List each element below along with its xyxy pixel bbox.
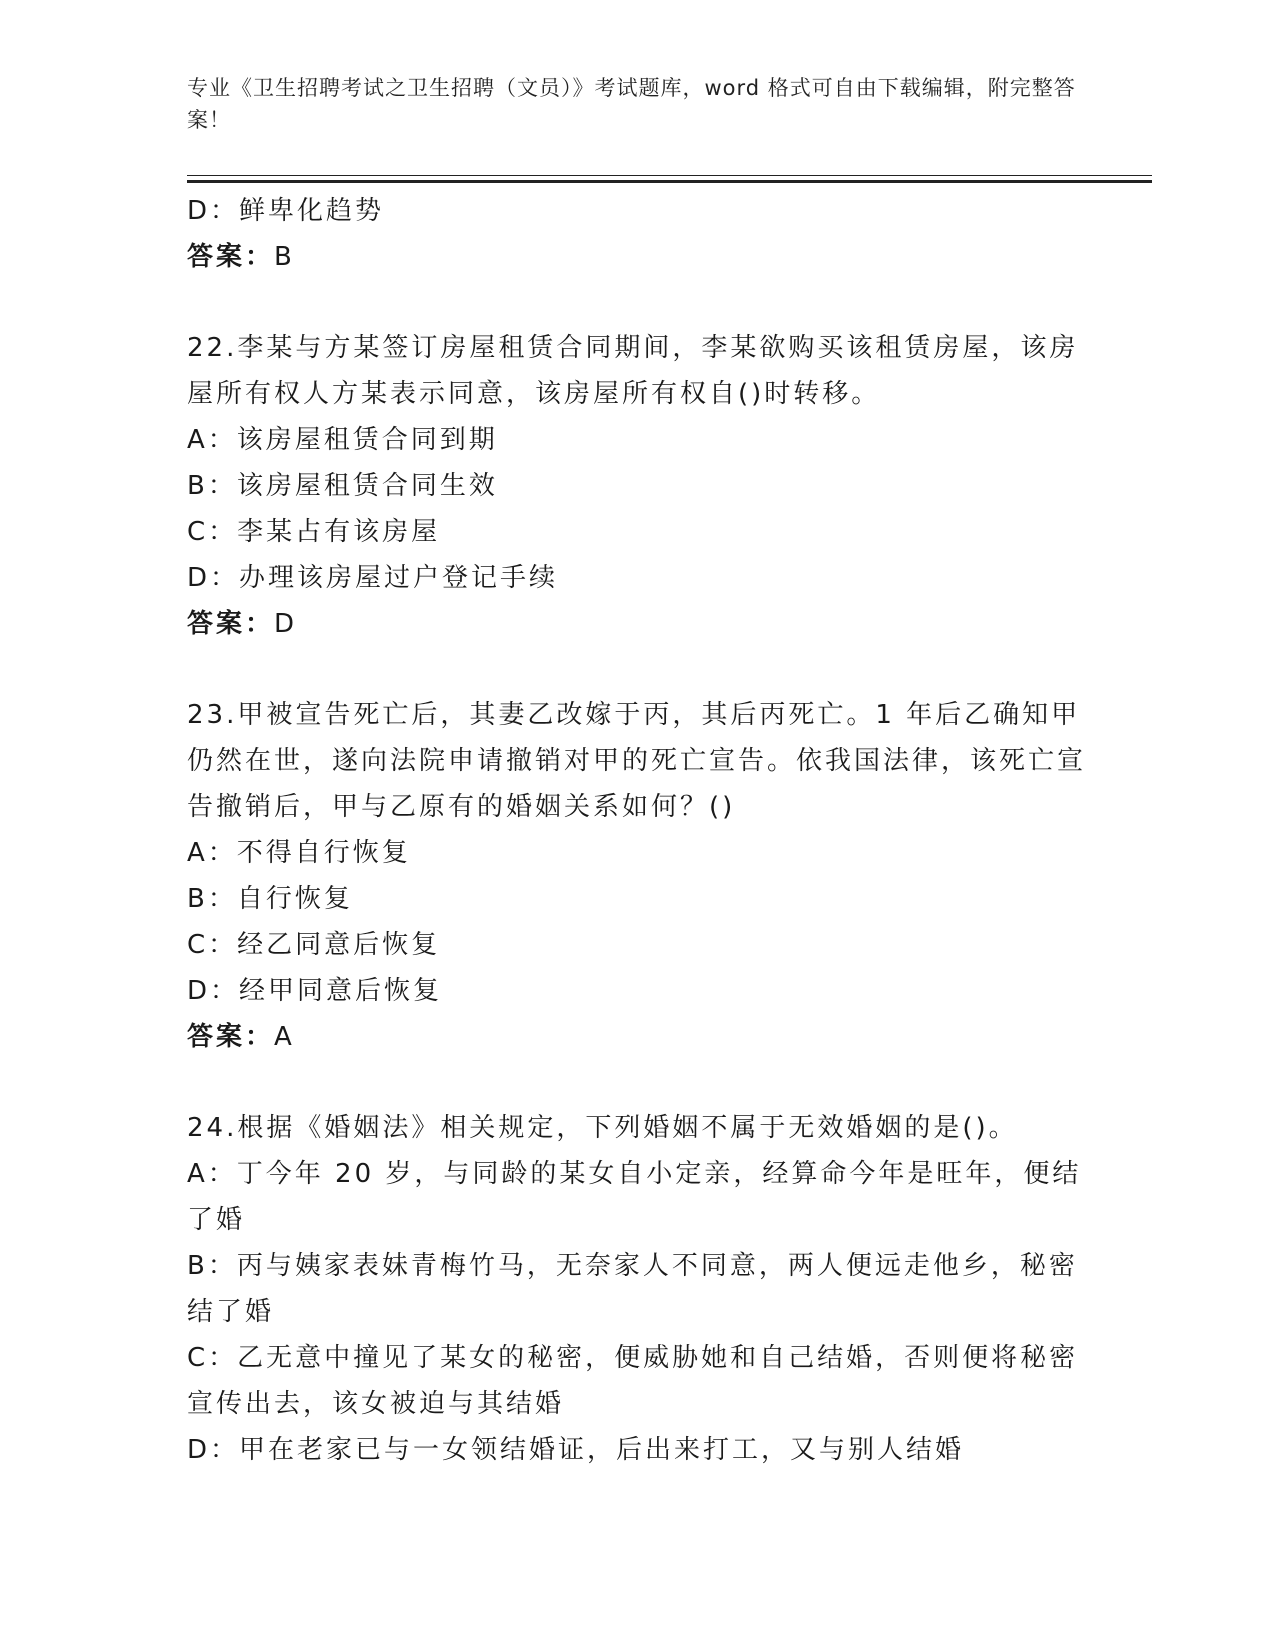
- option-a: A：不得自行恢复: [187, 838, 411, 868]
- option-c: C：李某占有该房屋: [187, 517, 441, 547]
- document-header: 专业《卫生招聘考试之卫生招聘（文员）》考试题库，word 格式可自由下载编辑，附完整答案！: [187, 76, 1076, 132]
- answer-value: A: [274, 1022, 295, 1052]
- option-d: D：办理该房屋过户登记手续: [187, 563, 559, 593]
- question-answer: [187, 1014, 1087, 1060]
- option-b: B：自行恢复: [187, 884, 353, 914]
- question-stem: 23.甲被宣告死亡后，其妻乙改嫁于丙，其后丙死亡。1 年后乙确知甲仍然在世，遂向法院申请撤销对甲的死亡宣告。依我国法律，该死亡宣告撤销后，甲与乙原有的婚姻关系如何？(): [187, 700, 1087, 822]
- answer-label: 答案：: [187, 1022, 275, 1052]
- header-divider-thin: [187, 175, 1152, 176]
- question-22: [187, 325, 1087, 647]
- prev-option-d: D：鲜卑化趋势: [187, 196, 385, 226]
- question-stem: 24.根据《婚姻法》相关规定，下列婚姻不属于无效婚姻的是()。: [187, 1113, 1018, 1143]
- option-b: B：丙与姨家表妹青梅竹马，无奈家人不同意，两人便远走他乡，秘密结了婚: [187, 1251, 1078, 1327]
- option-d: D：经甲同意后恢复: [187, 976, 443, 1006]
- option-a: A：丁今年 20 岁，与同龄的某女自小定亲，经算命今年是旺年，便结了婚: [187, 1159, 1082, 1235]
- option-c: C：经乙同意后恢复: [187, 930, 441, 960]
- header-divider-thick: [187, 180, 1152, 183]
- answer-value: D: [274, 609, 298, 639]
- question-stem: 22.李某与方某签订房屋租赁合同期间，李某欲购买该租赁房屋，该房屋所有权人方某表示同意，该房屋所有权自()时转移。: [187, 333, 1079, 409]
- answer-value: B: [274, 242, 295, 272]
- prev-answer: [187, 234, 1087, 280]
- answer-label: 答案：: [187, 609, 275, 639]
- option-c: C：乙无意中撞见了某女的秘密，便威胁她和自己结婚，否则便将秘密宣传出去，该女被迫与其结婚: [187, 1343, 1079, 1419]
- document-body: [187, 188, 1087, 1473]
- option-d: D：甲在老家已与一女领结婚证，后出来打工，又与别人结婚: [187, 1435, 965, 1465]
- option-a: A：该房屋租赁合同到期: [187, 425, 498, 455]
- question-answer: [187, 601, 1087, 647]
- option-b: B：该房屋租赁合同生效: [187, 471, 498, 501]
- question-23: [187, 692, 1087, 1060]
- question-24: [187, 1105, 1087, 1473]
- answer-label: 答案：: [187, 242, 275, 272]
